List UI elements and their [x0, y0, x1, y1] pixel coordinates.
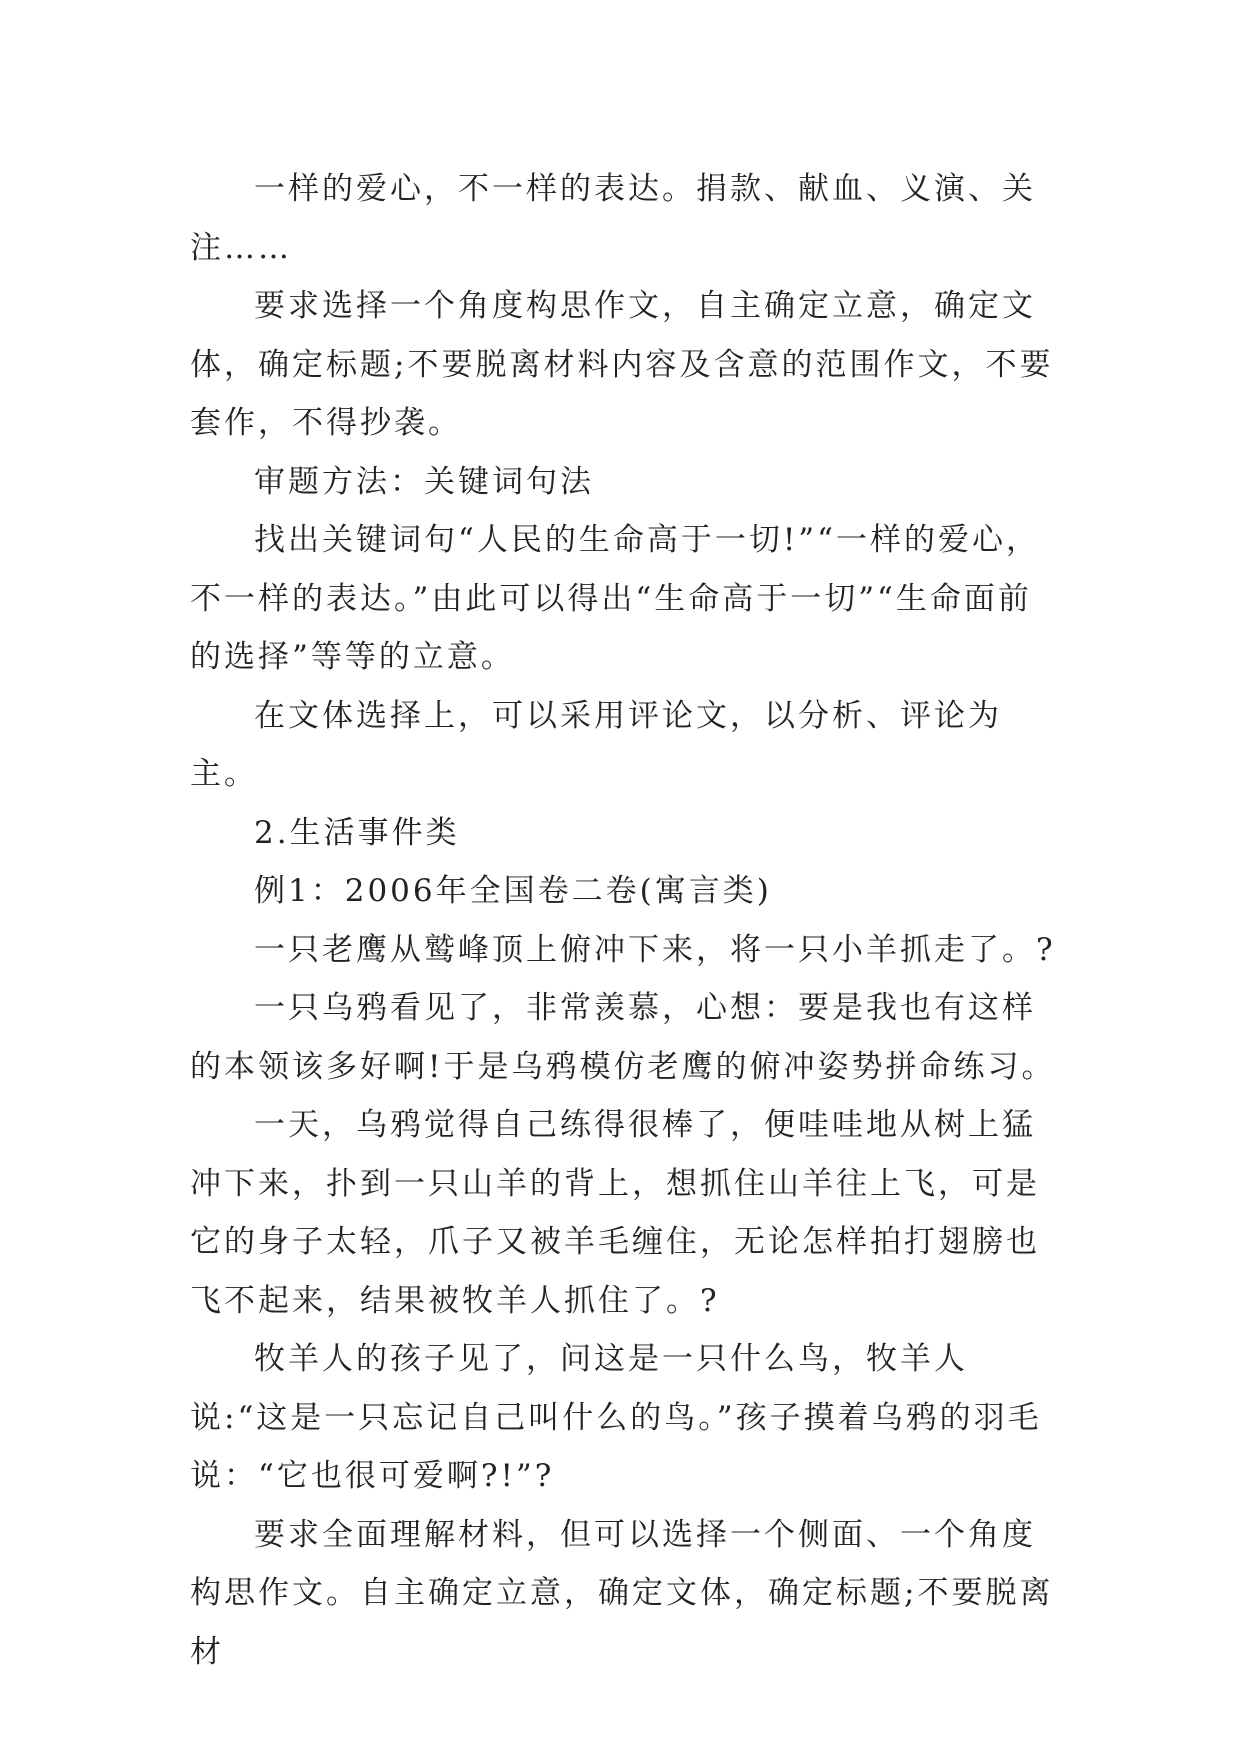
paragraph: 要求全面理解材料，但可以选择一个侧面、一个角度构思作文。自主确定立意，确定文体，确定标题;不要脱离材 — [190, 1516, 1054, 1670]
paragraph: 一天，乌鸦觉得自己练得很棒了，便哇哇地从树上猛冲下来，扑到一只山羊的背上，想抓住山羊往上飞，可是它的身子太轻，爪子又被羊毛缠住，无论怎样拍打翅膀也飞不起来，结果被牧羊人抓住了。? — [190, 1107, 1040, 1319]
paragraph: 在文体选择上，可以采用评论文，以分析、评论为主。 — [190, 697, 1002, 792]
document-body — [190, 160, 1060, 1681]
paragraph: 找出关键词句“人民的生命高于一切!”“一样的爱心，不一样的表达。”由此可以得出“生命高于一切”“生命面前的选择”等等的立意。 — [190, 522, 1040, 675]
example-heading: 例1：2006年全国卷二卷(寓言类) — [254, 873, 772, 909]
paragraph: 一样的爱心，不一样的表达。捐款、献血、义演、关注…… — [190, 171, 1036, 266]
section-heading: 2.生活事件类 — [254, 814, 460, 851]
paragraph: 一只老鹰从鹫峰顶上俯冲下来，将一只小羊抓走了。? — [254, 931, 1056, 968]
paragraph: 要求选择一个角度构思作文，自主确定立意，确定文体，确定标题;不要脱离材料内容及含意的范围作文，不要套作，不得抄袭。 — [190, 288, 1054, 441]
paragraph: 审题方法：关键词句法 — [254, 463, 594, 500]
paragraph: 牧羊人的孩子见了，问这是一只什么鸟，牧羊人说:“这是一只忘记自己叫什么的鸟。”孩子摸着乌鸦的羽毛说：“它也很可爱啊?!”? — [190, 1341, 1042, 1494]
paragraph: 一只乌鸦看见了，非常羡慕，心想：要是我也有这样的本领该多好啊!于是乌鸦模仿老鹰的俯冲姿势拼命练习。 — [190, 990, 1056, 1085]
